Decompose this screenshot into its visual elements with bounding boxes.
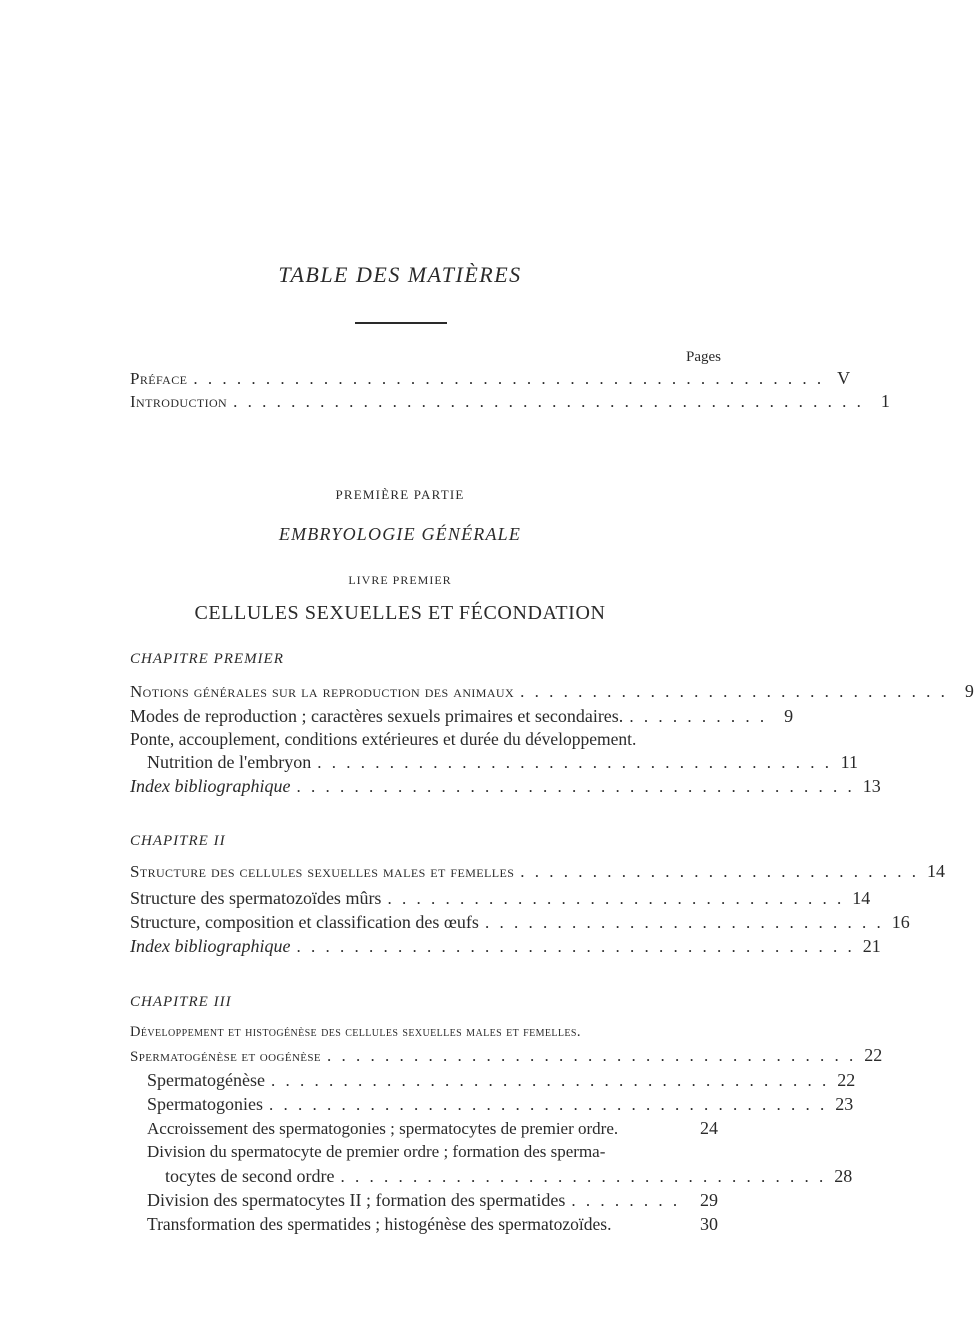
toc-entry-preface [130, 368, 851, 390]
dot-leader: . . . . . . . . . . [629, 707, 768, 726]
toc-entry [147, 1070, 856, 1092]
toc-entry-text: Structure, composition et classification des œufs [130, 912, 479, 932]
toc-entry-text: Transformation des spermatides ; histogénèse des spermatozoïdes. [147, 1214, 612, 1234]
book-title: CELLULES SEXUELLES ET FÉCONDATION [194, 602, 606, 624]
toc-entry-introduction [130, 391, 890, 413]
toc-entry-text: Introduction [130, 392, 228, 411]
toc-entry-text: Index bibliographique [130, 936, 291, 956]
toc-entry-text: Structure des cellules sexuelles males et femelles [130, 862, 515, 881]
toc-entry [147, 752, 858, 774]
toc-page-number: 24 [700, 1118, 718, 1138]
title-divider [355, 322, 447, 324]
dot-leader: . . . . . . . . . . . . . . . . . . . . . . . . . . . . . . . . . . . . . . . . . . . . [233, 392, 864, 411]
toc-page-number: 23 [835, 1094, 854, 1114]
toc-page-number: 1 [880, 391, 890, 411]
toc-page-number: 16 [891, 912, 910, 932]
toc-page-number: 29 [700, 1190, 718, 1210]
page-title: TABLE DES MATIÈRES [278, 262, 522, 287]
toc-page-number: V [837, 368, 851, 388]
toc-entry [147, 1214, 718, 1236]
toc-page-number: 21 [862, 936, 881, 956]
chapter-heading: CHAPITRE II [130, 833, 226, 849]
toc-entry-text: Préface [130, 369, 188, 388]
toc-entry-text: Index bibliographique [130, 776, 291, 796]
toc-entry [130, 936, 881, 958]
toc-page-number: 13 [862, 776, 881, 796]
toc-entry [147, 1094, 854, 1116]
dot-leader: . . . . . . . . . . . . . . . . . . . . . . . . . . . . . . . . . . . . . . . [270, 1071, 830, 1090]
toc-page-number: 30 [700, 1214, 718, 1234]
toc-entry [147, 1190, 718, 1212]
toc-entry-text: Division du spermatocyte de premier ordre ; formation des sperma- [147, 1142, 606, 1161]
toc-entry-text: Ponte, accouplement, conditions extérieures et durée du développement. [130, 729, 637, 749]
toc-page-number: 14 [852, 888, 871, 908]
toc-entry [130, 888, 871, 910]
toc-entry-text: Division des spermatocytes II ; formation des spermatides [147, 1190, 566, 1210]
book-label: LIVRE PREMIER [348, 573, 452, 587]
toc-entry-text: Spermatogonies [147, 1094, 263, 1114]
chapter-heading: CHAPITRE III [130, 994, 232, 1010]
chapter-heading: CHAPITRE PREMIER [130, 651, 284, 667]
toc-entry-text: tocytes de second ordre [165, 1166, 335, 1186]
dot-leader: . . . . . . . . . . . . . . . . . . . . . . . . . . . . . . . . . . . . . . . [296, 937, 855, 956]
dot-leader: . . . . . . . . . . . . . . . . . . . . . . . . . . . . . . . . [387, 889, 845, 908]
toc-page-number: 9 [784, 706, 794, 726]
toc-entry-text: Spermatogénèse et oogénèse [130, 1049, 322, 1065]
part-label: PREMIÈRE PARTIE [335, 487, 465, 502]
dot-leader: . . . . . . . . . . . . . . . . . . . . . . . . . . . . [520, 862, 920, 881]
dot-leader: . . . . . . . . . . . . . . . . . . . . . . . . . . . . . . . . . . . . . [327, 1046, 857, 1065]
toc-entry-text: Nutrition de l'embryon [147, 752, 312, 772]
toc-entry [165, 1166, 853, 1188]
dot-leader: . . . . . . . . . . . . . . . . . . . . . . . . . . . . . . [520, 682, 948, 701]
toc-page-number: 28 [834, 1166, 853, 1186]
toc-page-number: 11 [840, 752, 858, 772]
toc-entry [130, 706, 794, 728]
toc-entry [130, 681, 974, 703]
toc-entry [130, 912, 910, 934]
dot-leader: . . . . . . . . . . . . . . . . . . . . . . . . . . . . . . . . . . . . . . . [296, 777, 855, 796]
toc-page-number: 22 [837, 1070, 856, 1090]
toc-entry [130, 1045, 883, 1067]
dot-leader: . . . . . . . . . . . . . . . . . . . . . . . . . . . . . . . . . . . . . . . [268, 1095, 828, 1114]
dot-leader: . . . . . . . . . . . . . . . . . . . . . . . . . . . . . . . . . . . . . . . . . . . . [193, 369, 825, 388]
toc-entry-text: Notions générales sur la reproduction des animaux [130, 682, 515, 701]
toc-entry [130, 776, 881, 798]
part-title: EMBRYOLOGIE GÉNÉRALE [278, 524, 522, 544]
toc-entry [147, 1118, 718, 1140]
dot-leader: . . . . . . . . . . . . . . . . . . . . . . . . . . . . . . . . . . [340, 1167, 827, 1186]
toc-entry-text: Accroissement des spermatogonies ; spermatocytes de premier ordre. [147, 1119, 619, 1138]
toc-entry-text: Modes de reproduction ; caractères sexuels primaires et secondaires. [130, 706, 624, 726]
toc-entry-text: Spermatogénèse [147, 1070, 265, 1090]
pages-column-label: Pages [686, 349, 721, 365]
toc-entry-text: Structure des spermatozoïdes mûrs [130, 888, 382, 908]
dot-leader: . . . . . . . . . . . . . . . . . . . . . . . . . . . . . . . . . . . . [317, 753, 832, 772]
toc-page-number: 9 [964, 681, 974, 701]
toc-entry-text: Développement et histogénèse des cellules sexuelles males et femelles. [130, 1024, 581, 1040]
toc-entry [130, 861, 946, 883]
dot-leader: . . . . . . . . [571, 1191, 681, 1210]
toc-page-number: 22 [864, 1045, 883, 1065]
dot-leader: . . . . . . . . . . . . . . . . . . . . . . . . . . . . [484, 913, 884, 932]
toc-page-number: 14 [927, 861, 946, 881]
